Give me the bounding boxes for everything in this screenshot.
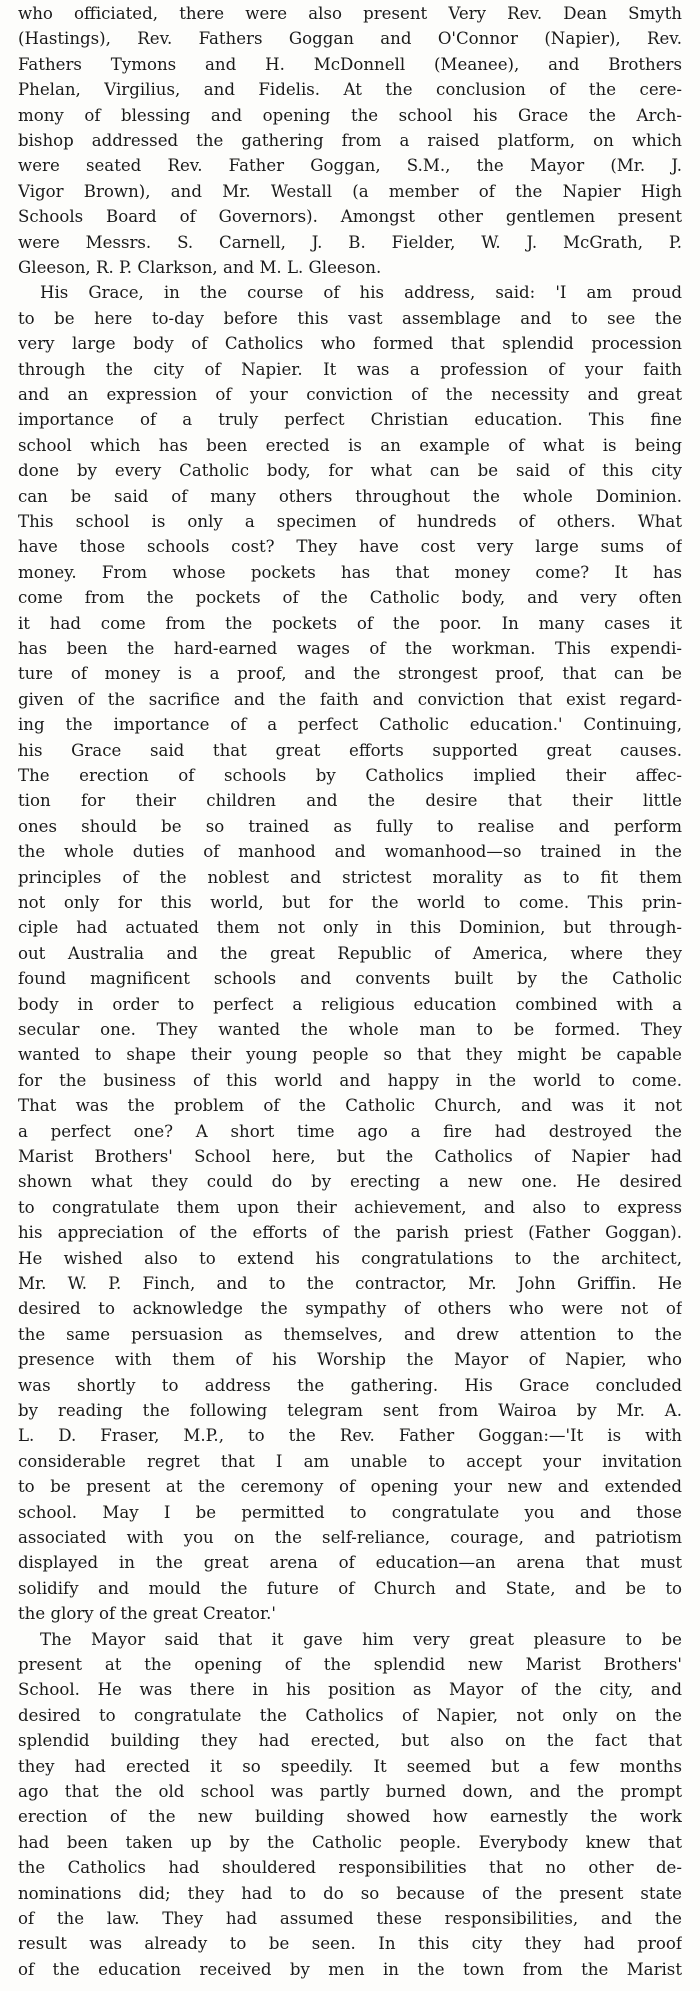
text-line: Fathers Tymons and H. McDonnell (Meanee), and Brothers <box>18 54 682 74</box>
text-line: done by every Catholic body, for what can be said of this city <box>18 461 682 481</box>
text-line: His Grace, in the course of his address, said: 'I am proud <box>40 283 682 303</box>
text-line: secular one. They wanted the whole man to be formed. They <box>18 1020 682 1039</box>
text-line: presence with them of his Worship the Mayor of Napier, who <box>18 1350 682 1370</box>
text-line: ago that the old school was partly burned down, and the prompt <box>18 1782 682 1801</box>
text-line: result was already to be seen. In this city they had proof <box>18 1934 682 1954</box>
text-line: it had come from the pockets of the poor. In many cases it <box>18 613 682 633</box>
text-line: splendid building they had erected, but also on the fact that <box>18 1731 682 1751</box>
text-line: can be said of many others throughout the whole Dominion. <box>18 486 682 506</box>
text-line: given of the sacrifice and the faith and conviction that exist regard- <box>18 689 682 709</box>
text-line: He wished also to extend his congratulations to the architect, <box>18 1248 682 1268</box>
text-line: his appreciation of the efforts of the parish priest (Father Goggan). <box>18 1223 682 1243</box>
text-line: and an expression of your conviction of the necessity and great <box>18 385 682 404</box>
text-line: were Messrs. S. Carnell, J. B. Fielder, W. J. McGrath, P. <box>18 232 682 252</box>
text-line: of the law. They had assumed these responsibilities, and the <box>18 1909 682 1928</box>
text-line: to be present at the ceremony of opening your new and extended <box>18 1477 682 1497</box>
text-line: nominations did; they had to do so because of the present state <box>18 1883 682 1903</box>
text-line: Schools Board of Governors). Amongst other gentlemen present <box>18 207 682 227</box>
text-line: was shortly to address the gathering. His Grace concluded <box>18 1375 682 1395</box>
text-line: associated with you on the self-reliance, courage, and patriotism <box>18 1528 682 1547</box>
text-line: the glory of the great Creator.' <box>18 1604 276 1624</box>
text-line: Vigor Brown), and Mr. Westall (a member of the Napier High <box>18 181 682 201</box>
text-line: his Grace said that great efforts supported great causes. <box>18 740 682 760</box>
text-line: bishop addressed the gathering from a raised platform, on which <box>18 131 682 150</box>
text-line: out Australia and the great Republic of America, where they <box>18 943 682 963</box>
text-line: shown what they could do by erecting a new one. He desired <box>18 1172 682 1192</box>
text-line: money. From whose pockets has that money come? It has <box>18 562 682 582</box>
text-line: by reading the following telegram sent from Wairoa by Mr. A. <box>18 1401 682 1420</box>
text-line: were seated Rev. Father Goggan, S.M., the Mayor (Mr. J. <box>18 156 682 176</box>
text-line: mony of blessing and opening the school his Grace the Arch- <box>18 105 682 125</box>
text-line: ture of money is a proof, and the strongest proof, that can be <box>18 664 682 684</box>
text-line: importance of a truly perfect Christian education. This fine <box>18 410 682 430</box>
text-line: come from the pockets of the Catholic body, and very often <box>18 588 682 608</box>
text-line: of the education received by men in the town from the Marist <box>18 1959 682 1979</box>
text-line: erection of the new building showed how earnestly the work <box>18 1807 682 1827</box>
text-line: desired to acknowledge the sympathy of others who were not of <box>18 1299 682 1319</box>
text-line: through the city of Napier. It was a profession of your faith <box>18 359 682 379</box>
text-line: the whole duties of manhood and womanhood—so trained in the <box>18 842 682 862</box>
text-line: very large body of Catholics who formed that splendid procession <box>18 334 682 354</box>
text-line: solidify and mould the future of Church and State, and be to <box>18 1578 682 1598</box>
text-line: has been the hard-earned wages of the workman. This expendi- <box>18 639 682 658</box>
text-line: found magnificent schools and convents built by the Catholic <box>18 969 682 989</box>
text-line: a perfect one? A short time ago a fire had destroyed the <box>18 1121 682 1141</box>
text-line: L. D. Fraser, M.P., to the Rev. Father Goggan:—'It is with <box>18 1426 682 1446</box>
text-line: Gleeson, R. P. Clarkson, and M. L. Gleeson. <box>18 258 382 277</box>
text-line: school. May I be permitted to congratulate you and those <box>18 1502 682 1522</box>
text-line: to be here to-day before this vast assemblage and to see the <box>18 308 682 328</box>
text-line: (Hastings), Rev. Fathers Goggan and O'Connor (Napier), Rev. <box>18 29 682 49</box>
text-line: present at the opening of the splendid new Marist Brothers' <box>18 1655 682 1674</box>
text-line: displayed in the great arena of education—an arena that must <box>18 1553 682 1573</box>
text-line: desired to congratulate the Catholics of Napier, not only on the <box>18 1705 682 1725</box>
text-line: body in order to perfect a religious education combined with a <box>18 994 682 1014</box>
text-line: had been taken up by the Catholic people. Everybody knew that <box>18 1832 682 1852</box>
text-line: for the business of this world and happy in the world to come. <box>18 1070 682 1090</box>
text-line: wanted to shape their young people so that they might be capable <box>18 1045 682 1065</box>
text-line: considerable regret that I am unable to accept your invitation <box>18 1451 682 1471</box>
text-line: Marist Brothers' School here, but the Catholics of Napier had <box>18 1147 682 1166</box>
text-line: This school is only a specimen of hundreds of others. What <box>18 512 682 531</box>
text-line: Mr. W. P. Finch, and to the contractor, Mr. John Griffin. He <box>18 1274 682 1293</box>
text-line: ing the importance of a perfect Catholic education.' Continuing, <box>18 715 682 735</box>
text-line: ones should be so trained as fully to realise and perform <box>18 816 682 836</box>
text-line: principles of the noblest and strictest morality as to fit them <box>18 867 682 887</box>
text-line: School. He was there in his position as Mayor of the city, and <box>18 1680 682 1700</box>
text-line: the same persuasion as themselves, and drew attention to the <box>18 1324 682 1344</box>
text-line: school which has been erected is an example of what is being <box>18 435 682 455</box>
text-line: The erection of schools by Catholics implied their affec- <box>18 766 682 785</box>
text-line: The Mayor said that it gave him very great pleasure to be <box>40 1629 682 1649</box>
text-line: have those schools cost? They have cost very large sums of <box>18 537 682 557</box>
text-line: Phelan, Virgilius, and Fidelis. At the conclusion of the cere- <box>18 80 682 100</box>
text-line: they had erected it so speedily. It seemed but a few months <box>18 1756 682 1776</box>
text-line: the Catholics had shouldered responsibilities that no other de- <box>18 1858 682 1878</box>
text-line: to congratulate them upon their achievement, and also to express <box>18 1197 682 1217</box>
text-line: ciple had actuated them not only in this Dominion, but through- <box>18 918 682 938</box>
text-line: who officiated, there were also present Very Rev. Dean Smyth <box>18 4 682 23</box>
text-line: not only for this world, but for the world to come. This prin- <box>18 893 682 912</box>
text-line: tion for their children and the desire that their little <box>18 791 682 811</box>
text-line: That was the problem of the Catholic Church, and was it not <box>18 1096 682 1116</box>
